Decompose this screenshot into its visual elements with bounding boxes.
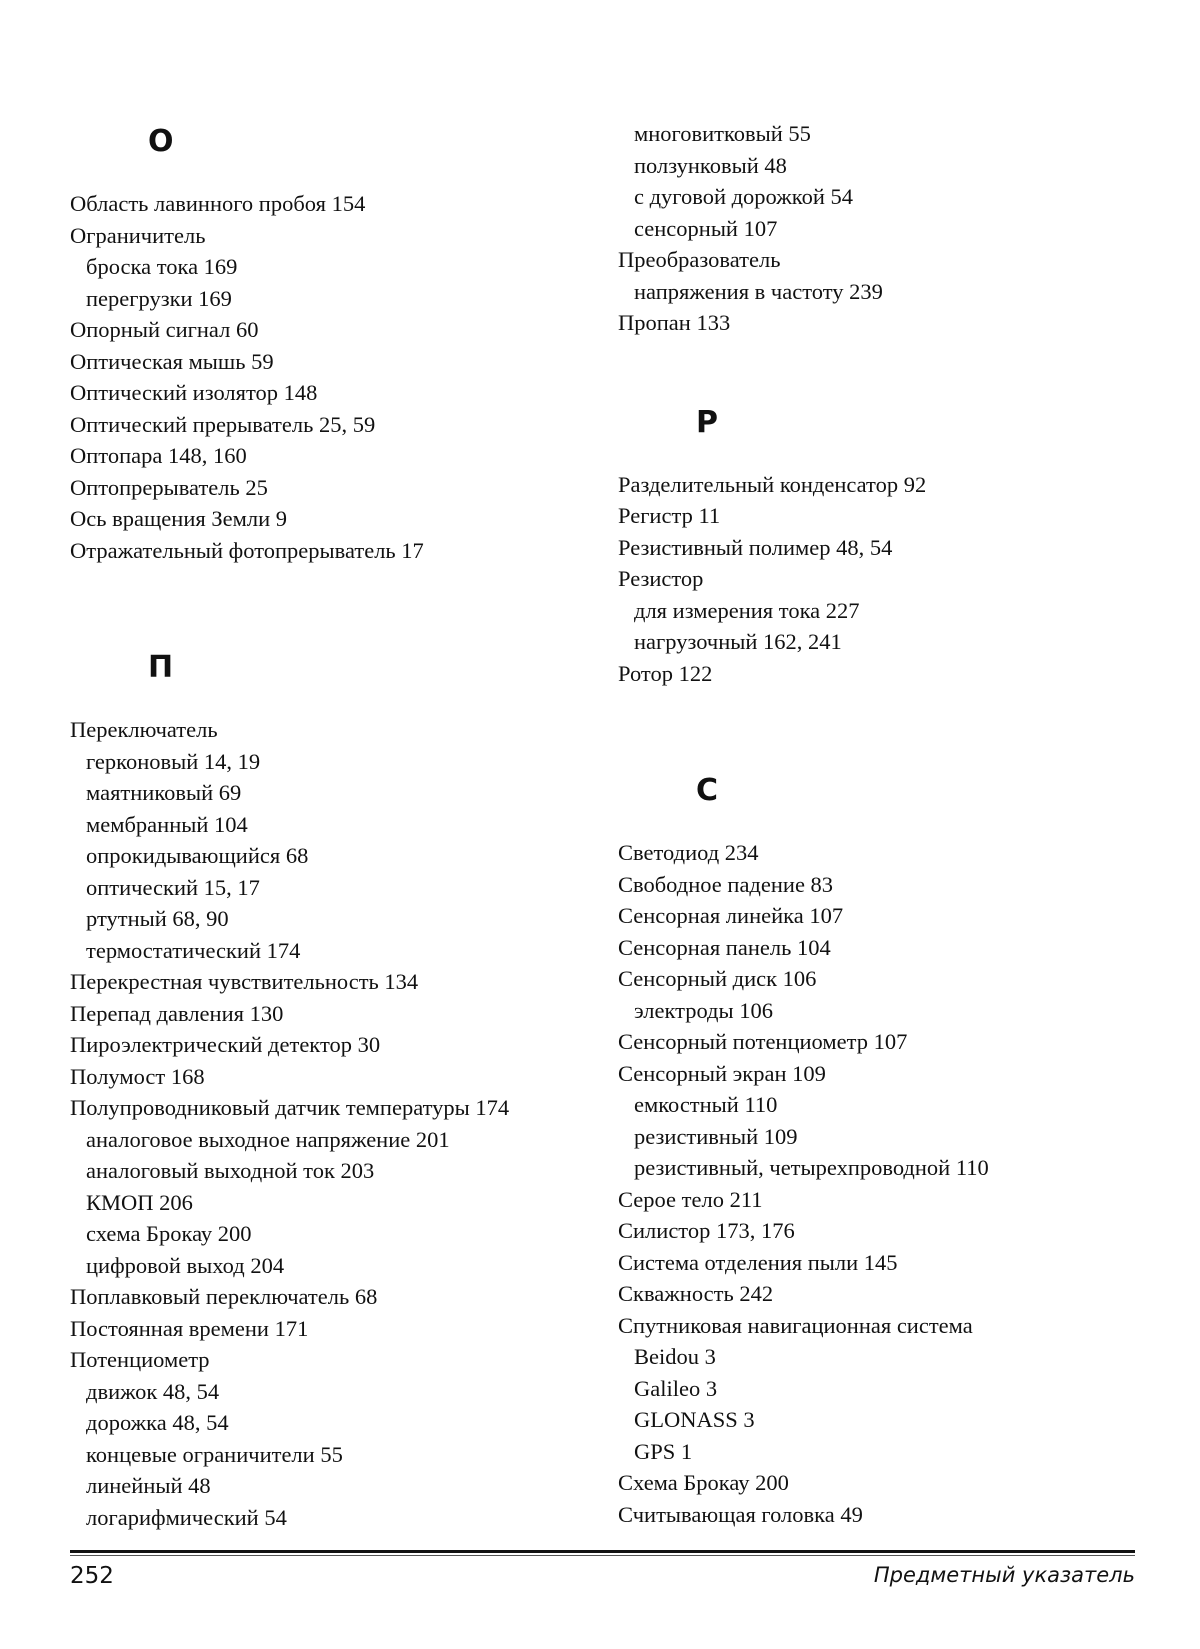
section-letter: О <box>148 124 174 159</box>
index-entry: Регистр 11 <box>618 503 721 528</box>
running-title: Предметный указатель <box>873 1563 1135 1587</box>
index-entry: Полумост 168 <box>70 1063 205 1089</box>
index-subentry: резистивный, четырехпроводной 110 <box>634 1155 989 1180</box>
index-entry: Силистор 173, 176 <box>618 1218 795 1243</box>
index-subentry: мембранный 104 <box>86 811 248 837</box>
index-entry: Разделительный конденсатор 92 <box>618 471 927 497</box>
index-entry: Схема Брокау 200 <box>618 1470 789 1495</box>
index-entry: Оптопара 148, 160 <box>70 443 247 468</box>
index-subentry: герконовый 14, 19 <box>86 748 261 774</box>
index-entry: Пропан 133 <box>618 310 731 335</box>
index-entry: Опорный сигнал 60 <box>70 317 259 342</box>
index-entry: Переключатель <box>70 717 218 742</box>
index-subentry: аналоговый выходной ток 203 <box>86 1158 375 1183</box>
index-subentry: GLONASS 3 <box>634 1407 755 1432</box>
index-subentry: броска тока 169 <box>86 254 238 279</box>
page-number: 252 <box>70 1563 114 1589</box>
index-entry: Оптопрерыватель 25 <box>70 474 268 500</box>
index-subentry: Beidou 3 <box>634 1344 716 1369</box>
section-gap <box>618 339 1158 399</box>
index-entry: Сенсорный потенциометр 107 <box>618 1029 908 1054</box>
index-subentry: маятниковый 69 <box>86 780 242 805</box>
index-entry: Скважность 242 <box>618 1281 774 1306</box>
index-subentry: аналоговое выходное напряжение 201 <box>86 1126 450 1152</box>
index-entry: Область лавинного пробоя 154 <box>70 191 366 216</box>
index-subentry: движок 48, 54 <box>86 1378 220 1404</box>
index-entry: Резистор <box>618 566 704 591</box>
index-subentry: логарифмический 54 <box>86 1504 287 1530</box>
index-entry: Оптический изолятор 148 <box>70 380 318 405</box>
index-entry: Оптический прерыватель 25, 59 <box>70 411 376 437</box>
index-subentry: ползунковый 48 <box>634 152 787 178</box>
index-entry: Оптическая мышь 59 <box>70 348 274 374</box>
index-subentry: резистивный 109 <box>634 1123 798 1149</box>
index-subentry: нагрузочный 162, 241 <box>634 629 842 654</box>
index-entry: Ротор 122 <box>618 660 713 686</box>
index-entry: Полупроводниковый датчик температуры 174 <box>70 1095 510 1120</box>
index-subentry: опрокидывающийся 68 <box>86 843 309 868</box>
index-subentry: перегрузки 169 <box>86 285 232 311</box>
index-entry: Сенсорный экран 109 <box>618 1060 826 1086</box>
index-subentry: ртутный 68, 90 <box>86 906 229 931</box>
index-subentry: GPS 1 <box>634 1438 693 1464</box>
index-entry: Считывающая головка 49 <box>618 1501 863 1527</box>
section-letter: С <box>696 773 719 808</box>
index-subentry: напряжения в частоту 239 <box>634 278 883 304</box>
index-subentry: термостатический 174 <box>86 937 301 963</box>
index-entry: Резистивный полимер 48, 54 <box>618 534 893 560</box>
section-letter: П <box>148 650 174 685</box>
index-subentry: линейный 48 <box>86 1473 211 1498</box>
index-entry: Сенсорная панель 104 <box>618 934 831 960</box>
index-entry: Свободное падение 83 <box>618 871 834 897</box>
index-entry: Перепад давления 130 <box>70 1000 284 1026</box>
index-subentry: оптический 15, 17 <box>86 874 260 900</box>
footer-rule-thin <box>70 1555 1135 1556</box>
index-subentry: Galileo 3 <box>634 1375 718 1401</box>
index-entry: Ось вращения Земли 9 <box>70 506 287 531</box>
index-entry: Отражательный фотопрерыватель 17 <box>70 537 424 563</box>
index-entry: Светодиод 234 <box>618 840 759 865</box>
index-entry: Постоянная времени 171 <box>70 1315 309 1341</box>
index-subentry: емкостный 110 <box>634 1092 778 1117</box>
right-column <box>618 118 1158 1530</box>
index-subentry: многовитковый 55 <box>634 121 811 146</box>
index-subentry: для измерения тока 227 <box>634 597 860 623</box>
index-subentry: КМОП 206 <box>86 1189 193 1215</box>
index-subentry: схема Брокау 200 <box>86 1221 252 1246</box>
section-letter: Р <box>696 404 718 440</box>
left-column <box>70 118 590 1533</box>
index-entry: Поплавковый переключатель 68 <box>70 1284 378 1309</box>
index-subentry: сенсорный 107 <box>634 215 778 241</box>
index-entry: Спутниковая навигационная система <box>618 1312 973 1338</box>
section-gap <box>618 689 1158 767</box>
index-entry: Преобразователь <box>618 247 781 272</box>
index-entry: Серое тело 211 <box>618 1186 763 1212</box>
index-entry: Потенциометр <box>70 1347 210 1372</box>
index-entry: Перекрестная чувствительность 134 <box>70 969 419 994</box>
index-entry: Система отделения пыли 145 <box>618 1249 898 1275</box>
index-subentry: концевые ограничители 55 <box>86 1441 343 1467</box>
index-subentry: дорожка 48, 54 <box>86 1410 229 1435</box>
index-subentry: электроды 106 <box>634 997 773 1023</box>
index-subentry: цифровой выход 204 <box>86 1252 285 1278</box>
index-entry: Ограничитель <box>70 222 206 248</box>
index-entry: Пироэлектрический детектор 30 <box>70 1032 381 1057</box>
index-entry: Сенсорный диск 106 <box>618 966 817 991</box>
section-gap <box>70 566 590 644</box>
index-entry: Сенсорная линейка 107 <box>618 903 844 928</box>
footer-rule <box>70 1550 1135 1553</box>
index-subentry: с дуговой дорожкой 54 <box>634 184 854 209</box>
